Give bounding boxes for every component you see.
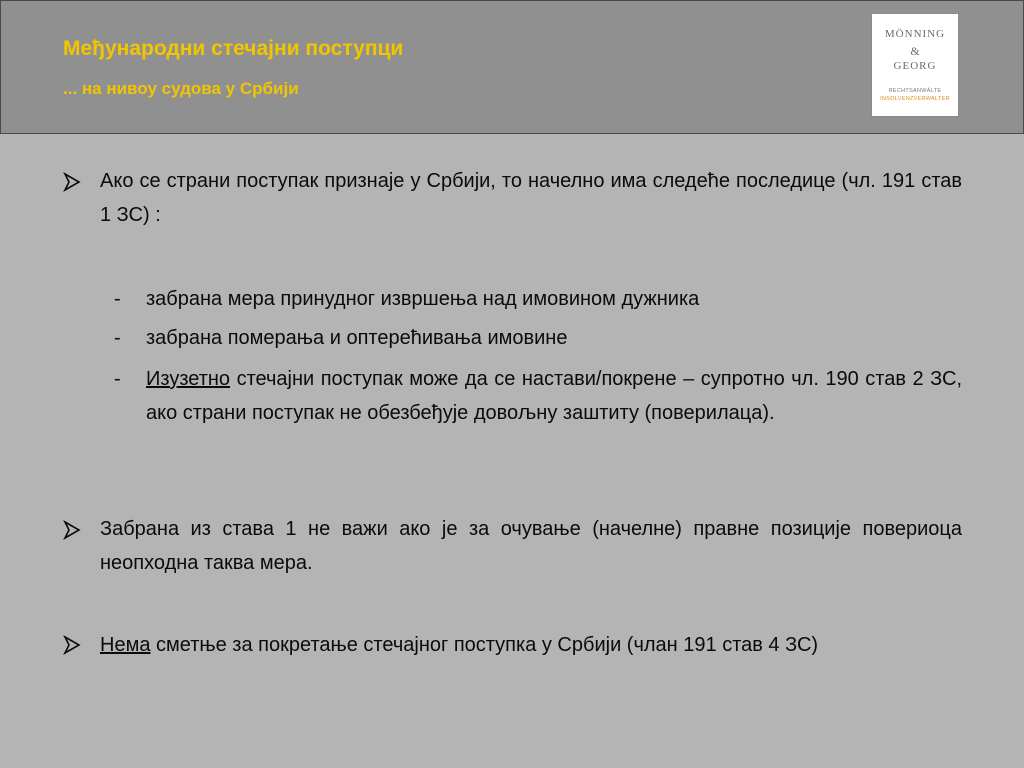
logo-line-3: GEORG: [893, 60, 937, 72]
bullet-2-text: Забрана из става 1 не важи ако је за очување (начелне) правне позиције повериоца неопходна таква мера.: [100, 518, 962, 574]
sub-item-3-text: [146, 362, 962, 430]
sub-item-1-text: забрана мера принудног извршења над имовином дужника: [146, 288, 700, 310]
dash-marker: -: [114, 368, 121, 390]
logo-tagline-2: INSOLVENZVERWALTER: [880, 96, 950, 102]
arrow-bullet-icon: [62, 172, 82, 192]
arrow-bullet-icon: [62, 635, 82, 655]
slide-subtitle: ... на нивоу судова у Србији: [63, 79, 299, 98]
dash-marker: -: [114, 288, 121, 310]
logo-line-1: MÖNNING: [884, 28, 946, 40]
slide-title: Међународни стечајни поступци: [63, 37, 404, 60]
sub-item-2-text: забрана померања и оптерећивања имовине: [146, 327, 568, 349]
sub-item-3-rest: стечајни поступак може да се настави/покрене – супротно чл. 190 став 2 ЗС, ако страни поступак не обезбеђује довољну заштиту (поверилаца).: [146, 368, 962, 424]
logo-tagline-1: RECHTSANWÄLTE: [888, 88, 942, 94]
underlined-word: Изузетно: [146, 368, 231, 390]
underlined-word: Нема: [100, 634, 151, 656]
dash-marker: -: [114, 327, 121, 349]
arrow-bullet-icon: [62, 520, 82, 540]
logo-ampersand: &: [910, 44, 920, 58]
bullet-3-text: [100, 628, 962, 662]
bullet-3-rest: сметње за покретање стечајног поступка у Србији (члан 191 став 4 ЗС): [150, 634, 819, 656]
bullet-1-text: Ако се страни поступак признаје у Србији, то начелно има следеће последице (чл. 191 став 1 ЗС) :: [100, 170, 962, 226]
